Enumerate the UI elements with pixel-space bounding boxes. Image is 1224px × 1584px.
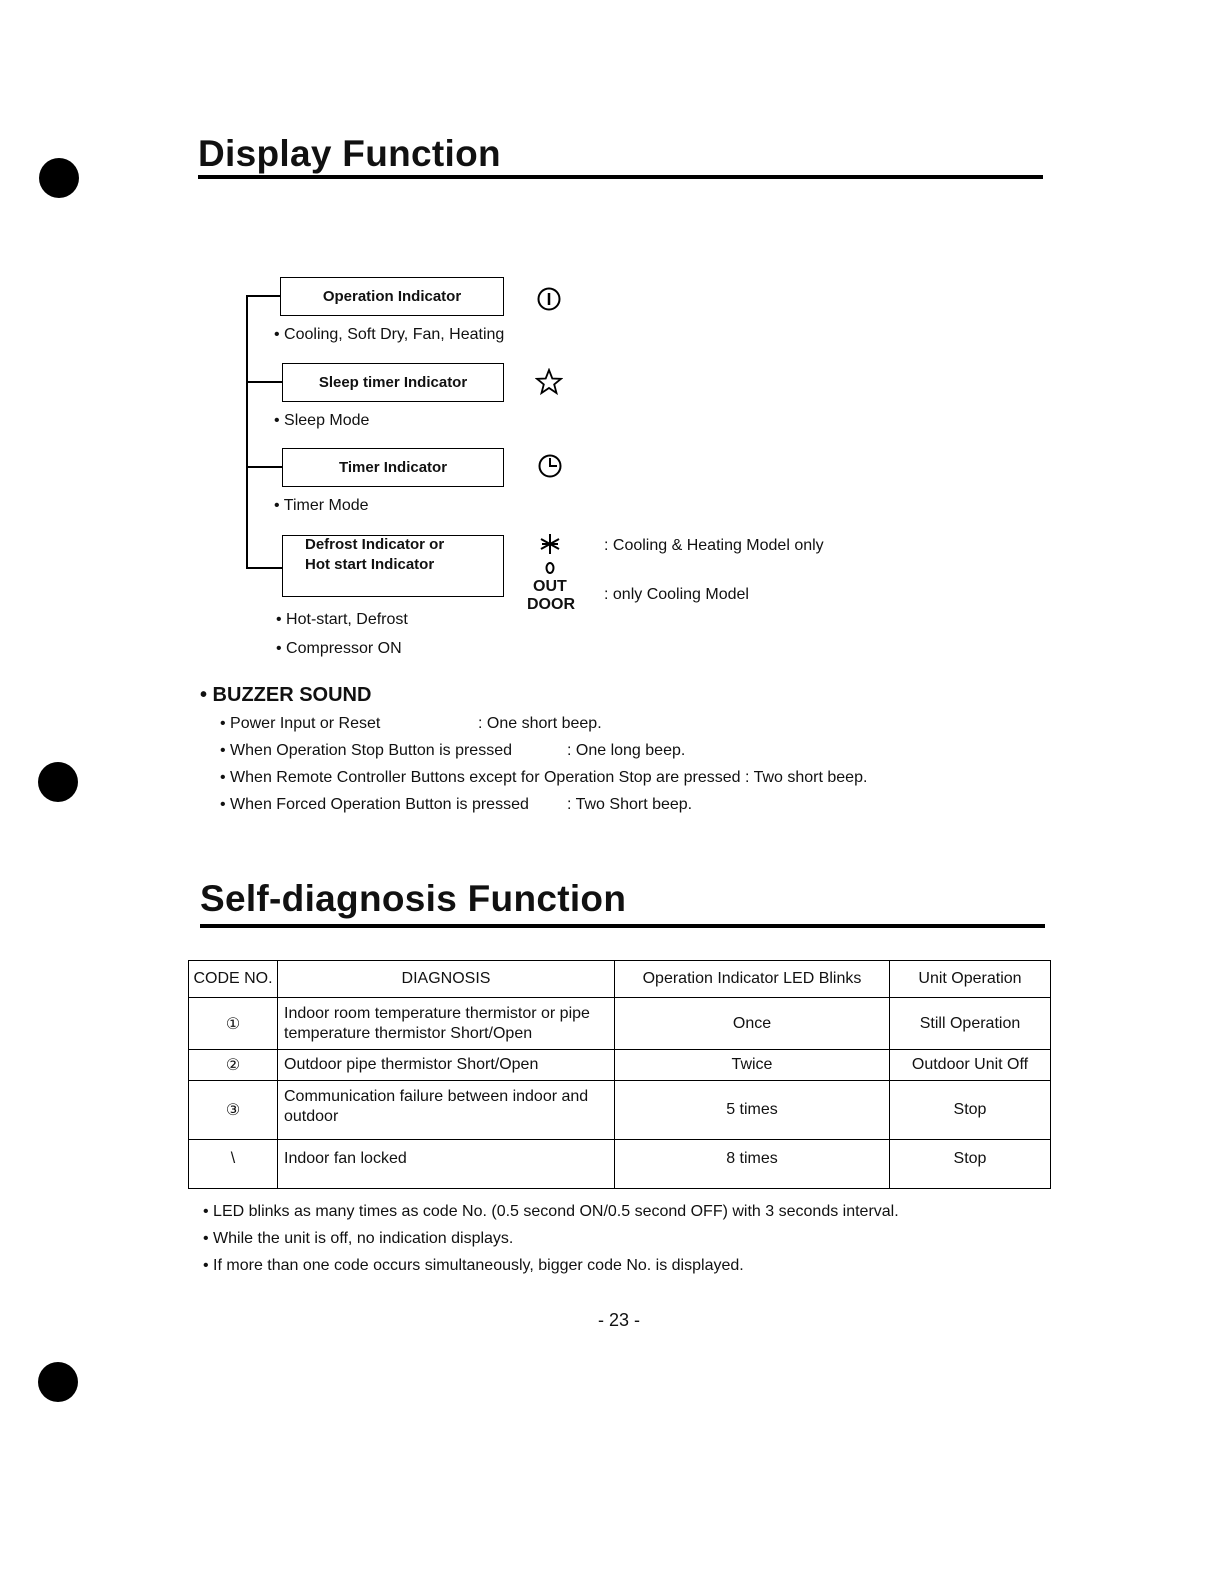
sleep-timer-indicator-box: Sleep timer Indicator [282, 363, 504, 402]
header-unit-operation: Unit Operation [890, 961, 1051, 998]
diagnosis-note: • LED blinks as many times as code No. (0.5 second ON/0.5 second OFF) with 3 seconds interval. [203, 1203, 899, 1220]
diagnosis-note: • If more than one code occurs simultaneously, bigger code No. is displayed. [203, 1257, 744, 1274]
title-underline [200, 924, 1045, 928]
binder-hole [38, 762, 78, 802]
code-cell: ② [189, 1050, 278, 1081]
buzzer-event: • When Forced Operation Button is pressed [220, 796, 529, 813]
defrost-note: • Hot-start, Defrost [276, 611, 408, 628]
operation-cell: Still Operation [890, 998, 1051, 1050]
compressor-note: • Compressor ON [276, 640, 402, 657]
page-number: - 23 - [598, 1310, 641, 1330]
code-cell: ① [189, 998, 278, 1050]
timer-note: • Timer Mode [274, 497, 369, 514]
power-icon [534, 286, 564, 318]
operation-indicator-box: Operation Indicator [280, 277, 504, 316]
diagnosis-cell: Outdoor pipe thermistor Short/Open [278, 1050, 615, 1081]
display-function-title: Display Function [198, 133, 501, 174]
defrost-label: Defrost Indicator or [305, 536, 445, 553]
code-cell: \ [189, 1140, 278, 1189]
blinks-cell: 8 times [615, 1140, 890, 1189]
tree-branch [246, 466, 282, 468]
operation-note: • Cooling, Soft Dry, Fan, Heating [274, 326, 505, 343]
tree-line [246, 295, 248, 569]
diagnosis-cell: Indoor room temperature thermistor or pipe temperature thermistor Short/Open [278, 998, 615, 1050]
header-code: CODE NO. [189, 961, 278, 998]
table-row [189, 1140, 1051, 1189]
diagnosis-cell: Communication failure between indoor and outdoor [278, 1081, 615, 1140]
defrost-model-note: : Cooling & Heating Model only [604, 537, 824, 554]
defrost-icon [535, 532, 565, 580]
buzzer-heading: • BUZZER SOUND [200, 684, 372, 706]
diagnosis-note: • While the unit is off, no indication displays. [203, 1230, 514, 1247]
operation-cell: Stop [890, 1140, 1051, 1189]
buzzer-event: • When Operation Stop Button is pressed [220, 742, 512, 759]
sleep-note: • Sleep Mode [274, 412, 370, 429]
binder-hole [38, 1362, 78, 1402]
defrost-indicator-box [282, 535, 504, 597]
tree-branch [246, 381, 282, 383]
title-underline [198, 175, 1043, 179]
buzzer-event: • Power Input or Reset [220, 715, 381, 732]
blinks-cell: Twice [615, 1050, 890, 1081]
outdoor-label: DOOR [527, 596, 575, 613]
operation-cell: Stop [890, 1081, 1051, 1140]
diagnosis-cell: Indoor fan locked [278, 1140, 615, 1189]
table-row [189, 998, 1051, 1050]
table-row [189, 1050, 1051, 1081]
blinks-cell: Once [615, 998, 890, 1050]
clock-icon [535, 453, 565, 485]
star-icon [534, 368, 564, 402]
tree-branch [246, 295, 281, 297]
buzzer-sound: : One long beep. [567, 742, 686, 759]
tree-branch [246, 567, 282, 569]
outdoor-label: OUT [533, 578, 567, 595]
buzzer-event: • When Remote Controller Buttons except for Operation Stop are pressed : Two short beep. [220, 769, 868, 786]
self-diagnosis-title: Self-diagnosis Function [200, 878, 627, 919]
hot-start-label: Hot start Indicator [305, 556, 435, 573]
diagnosis-table [188, 960, 1051, 1189]
outdoor-model-note: : only Cooling Model [604, 586, 749, 603]
binder-hole [39, 158, 79, 198]
header-diagnosis: DIAGNOSIS [278, 961, 615, 998]
buzzer-sound: : Two Short beep. [567, 796, 693, 813]
timer-indicator-box: Timer Indicator [282, 448, 504, 487]
table-header-row [189, 961, 1051, 998]
header-led-blinks: Operation Indicator LED Blinks [615, 961, 890, 998]
table-row [189, 1081, 1051, 1140]
operation-cell: Outdoor Unit Off [890, 1050, 1051, 1081]
buzzer-sound: : One short beep. [478, 715, 602, 732]
blinks-cell: 5 times [615, 1081, 890, 1140]
code-cell: ③ [189, 1081, 278, 1140]
